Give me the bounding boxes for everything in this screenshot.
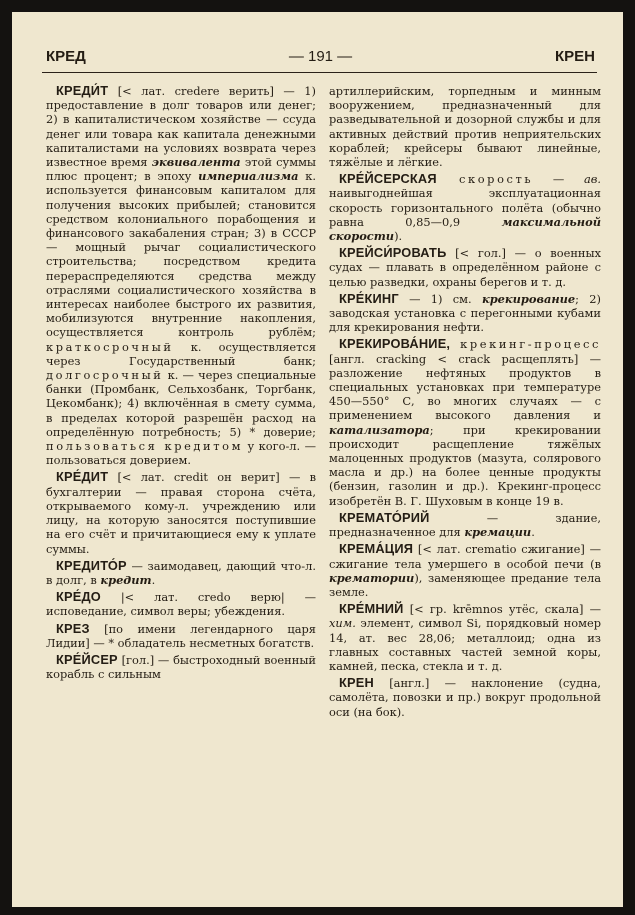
header-rule (42, 72, 597, 73)
entry-text: [< гр. krēmnos утёс, скала] — (403, 602, 601, 617)
left-column (46, 84, 316, 684)
entry-text: хим. (329, 616, 356, 631)
entry-text: кремации (464, 525, 532, 540)
entry-text: крематории (329, 570, 415, 585)
entry-text: [по имени легендарного царя Лидии] — * обладатель несметных богатств. (46, 621, 316, 650)
entry-text: к. осуществляется через Государственный банк; (46, 339, 316, 368)
header-right-guideword: КРЕН (555, 48, 595, 65)
dictionary-page (12, 12, 623, 907)
entry-text (450, 337, 460, 351)
dictionary-entry (46, 84, 316, 467)
entry-text: эквивалента (151, 155, 241, 170)
entry-text: элемент, символ Si, порядковый номер 14, ат. вес 28,06; металлоид; одна из главных составных частей земной коры, камней, песка, стекла и т. д. (329, 616, 601, 673)
entry-text: к. — через специальные банки (Промбанк, Сельхозбанк, Торгбанк, Цекомбанк); 4) включённая в смету сумма, в пределах которой разрешён расход на определённую потребность; 5) * доверие; (46, 368, 316, 439)
dictionary-entry (329, 246, 601, 289)
entry-text: — здание, предназначенное для (329, 510, 601, 540)
entry-text: . (151, 572, 156, 587)
entry-headword: КРЕМАТО́РИЙ (339, 509, 430, 525)
entry-text: [< лат. credere верить] — 1) предоставление в долг товаров или денег; 2) в капиталистическом хозяйстве — ссуда денег или товара как капитала денежными капиталистами на условиях возврата через известное время (46, 84, 316, 170)
entry-text: [гол.] — быстроходный военный корабль с сильным (46, 652, 316, 682)
entry-text: скорость (436, 172, 534, 187)
dictionary-entry (46, 470, 316, 555)
entry-headword: КРЕН (339, 675, 374, 691)
page-number: — 191 — (288, 48, 353, 65)
entry-text: ). (394, 229, 403, 244)
entry-text: . (531, 525, 535, 540)
entry-headword: КРЕ́МНИЙ (339, 601, 404, 617)
entry-text: краткосрочный (46, 339, 174, 354)
entry-text: [англ. cracking < crack расщеплять] — разложение нефтяных продуктов в специальных установках при температуре 450—550° С, во многих случаях — с применением высокого давления и (329, 351, 601, 423)
dictionary-entry (46, 590, 316, 618)
entry-text: ), заменяющее предание тела земле. (329, 570, 601, 599)
header-left-guideword: КРЕД (46, 48, 86, 65)
page-header (46, 48, 595, 72)
entry-headword: КРЕ́ЙСЕРСКАЯ (339, 171, 437, 187)
dictionary-entry (329, 172, 601, 243)
dictionary-entry (46, 653, 316, 681)
entry-text: максимальной скорости (329, 214, 601, 244)
dictionary-entry (329, 602, 601, 673)
entry-headword: КРЕКИРОВА́НИЕ, (339, 336, 451, 352)
entry-text: ав. (583, 172, 601, 187)
entry-text: ; при крекировании происходит расщепление тяжёлых малоценных продуктов (мазута, солярового масла и др.) на более ценные продукты (бензин, газолин и др.). Крекинг-процесс изобретён В. Г. Шуховым в конце 19 в. (329, 422, 601, 508)
entry-headword: КРЕ́ДИТ (56, 469, 109, 485)
entry-text: [англ.] — наклонение (судна, самолёта, повозки и пр.) вокруг продольной оси (на бок). (329, 676, 601, 719)
entry-text: крекирование (481, 291, 576, 306)
entry-text: — (533, 172, 584, 187)
entry-headword: КРЕМА́ЦИЯ (339, 541, 414, 557)
entry-text: наивыгоднейшая эксплуатационная скорость горизонтального полёта (обычно равна 0,85—0,9 (329, 186, 601, 229)
entry-headword: КРЕ́КИНГ (339, 290, 399, 306)
dictionary-entry (329, 84, 601, 169)
entry-headword: КРЕЗ (56, 620, 90, 636)
entry-text: этой суммы плюс процент; в эпоху (46, 155, 316, 184)
entry-headword: КРЕ́ДО (56, 589, 101, 605)
entry-text: пользоваться кредитом (46, 439, 244, 454)
dictionary-entry (46, 622, 316, 650)
dictionary-entry (329, 337, 601, 507)
dictionary-entry (329, 292, 601, 335)
dictionary-entry (329, 676, 601, 719)
entry-text: катализатора (329, 422, 430, 437)
entry-text: |< лат. credo верю| — исповедание, символ веры; убеждения. (46, 590, 316, 619)
entry-text: к. используется финансовым капиталом для получения высоких прибылей; становится средством колониального порабощения и финансового закабаления стран; 3) в СССР — мощный рычаг социалистического строительства; посредством кредита перераспределяются средства между отраслями социалистического хозяйства в интересах наиболее быстрого их развития, мобилизуются внутренние накопления, осуществляется контроль рублём; (46, 169, 316, 340)
entry-text: ; 2) заводская установка с перегонными кубами для крекирования нефти. (329, 291, 601, 335)
entry-text: крекинг-процесс (460, 337, 601, 352)
entry-text: — 1) см. (398, 291, 482, 306)
dictionary-entry (46, 559, 316, 587)
entry-headword: КРЕДИТО́Р (56, 557, 127, 573)
entry-text: долгосрочный (46, 368, 164, 383)
dictionary-entry (329, 542, 601, 599)
entry-text: империализма (198, 169, 299, 184)
entry-text: кредит (100, 572, 152, 587)
entry-text: — заимодавец, дающий что-л. в долг, в (46, 558, 316, 587)
entry-headword: КРЕЙСИ́РОВАТЬ (339, 245, 447, 261)
entry-headword: КРЕДИ́Т (56, 83, 109, 98)
entry-text: у кого-л. — пользоваться доверием. (46, 439, 316, 468)
entry-text: [< лат. credit он верит] — в бухгалтерии — правая сторона счёта, открываемого кому-л. учреждению или лицу, на которую заносятся поступившие на его счёт и причитающиеся ему к уплате суммы. (46, 470, 316, 556)
right-column (329, 84, 601, 722)
entry-text: артиллерийским, торпедным и минным вооружением, предназначенный для разведывательной и дозорной службы и для активных действий против неприятельских кораблей; крейсеры бывают линейные, тяжёлые и лёгкие. (329, 84, 601, 170)
entry-headword: КРЕ́ЙСЕР (56, 651, 118, 667)
entry-text: [< лат. crematio сжигание] — сжигание тела умершего в особой печи (в (329, 542, 601, 571)
dictionary-entry (329, 511, 601, 539)
entry-text: [< гол.] — о военных судах — плавать в определённом районе с целью разведки, охраны берегов и т. д. (329, 246, 601, 289)
